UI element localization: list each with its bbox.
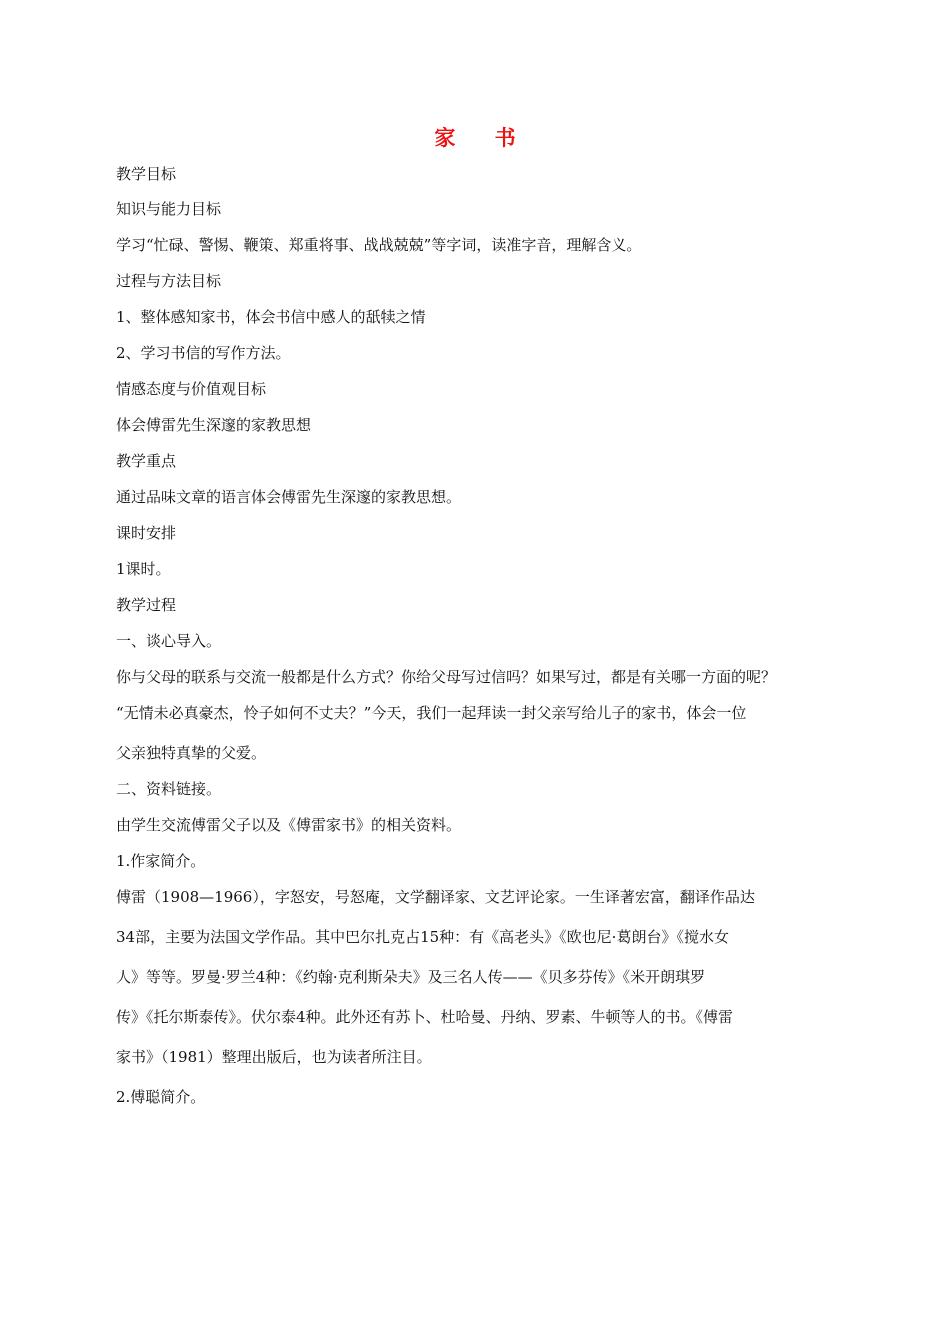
subheading-process-method: 过程与方法目标 (116, 272, 222, 290)
paragraph-intro-line-2: “无情未必真豪杰，怜子如何不丈夫？”今天，我们一起拜读一封父亲写给儿子的家书，体会一位 (116, 704, 747, 722)
section-heading-schedule: 课时安排 (116, 524, 177, 542)
document-title: 家 书 (434, 125, 532, 150)
paragraph-vocabulary: 学习“忙碌、警惕、鞭策、郑重将事、战战兢兢”等字词，读准字音，理解含义。 (116, 236, 642, 254)
paragraph-author-line-2: 34部，主要为法国文学作品。其中巴尔扎克占15种：有《高老头》《欧也尼·葛朗台》《搅水女 (116, 928, 729, 946)
paragraph-materials: 由学生交流傅雷父子以及《傅雷家书》的相关资料。 (116, 816, 462, 834)
paragraph-family-education: 体会傅雷先生深邃的家教思想 (116, 416, 312, 434)
list-item-1: 1、整体感知家书，体会书信中感人的舐犊之情 (116, 308, 426, 326)
section-heading-key-points: 教学重点 (116, 452, 177, 470)
subheading-knowledge-ability: 知识与能力目标 (116, 200, 222, 218)
paragraph-intro-line-3: 父亲独特真挚的父爱。 (116, 744, 267, 762)
paragraph-key-points: 通过品味文章的语言体会傅雷先生深邃的家教思想。 (116, 488, 462, 506)
section-heading-process: 教学过程 (116, 596, 177, 614)
subheading-fu-cong-intro: 2.傅聪简介。 (116, 1088, 206, 1106)
paragraph-author-line-5: 家书》（1981）整理出版后，也为读者所注目。 (116, 1048, 432, 1066)
section-heading-teaching-goals: 教学目标 (116, 165, 177, 183)
paragraph-author-line-3: 人》等等。罗曼·罗兰4种：《约翰·克利斯朵夫》及三名人传——《贝多芬传》《米开朗琪罗 (116, 968, 706, 986)
paragraph-author-line-4: 传》《托尔斯泰传》。伏尔泰4种。此外还有苏卜、杜哈曼、丹纳、罗素、牛顿等人的书。《傅雷 (116, 1008, 734, 1026)
paragraph-intro-line-1: 你与父母的联系与交流一般都是什么方式？你给父母写过信吗？如果写过，都是有关哪一方面的呢？ (116, 668, 777, 686)
step-heading-introduction: 一、谈心导入。 (116, 632, 222, 650)
paragraph-author-line-1: 傅雷（1908—1966），字怒安，号怒庵，文学翻译家、文艺评论家。一生译著宏富，翻译作品达 (116, 888, 755, 906)
paragraph-schedule: 1课时。 (116, 560, 171, 578)
step-heading-materials: 二、资料链接。 (116, 780, 222, 798)
list-item-2: 2、学习书信的写作方法。 (116, 344, 291, 362)
subheading-emotion-values: 情感态度与价值观目标 (116, 380, 267, 398)
subheading-author-intro: 1.作家简介。 (116, 852, 206, 870)
